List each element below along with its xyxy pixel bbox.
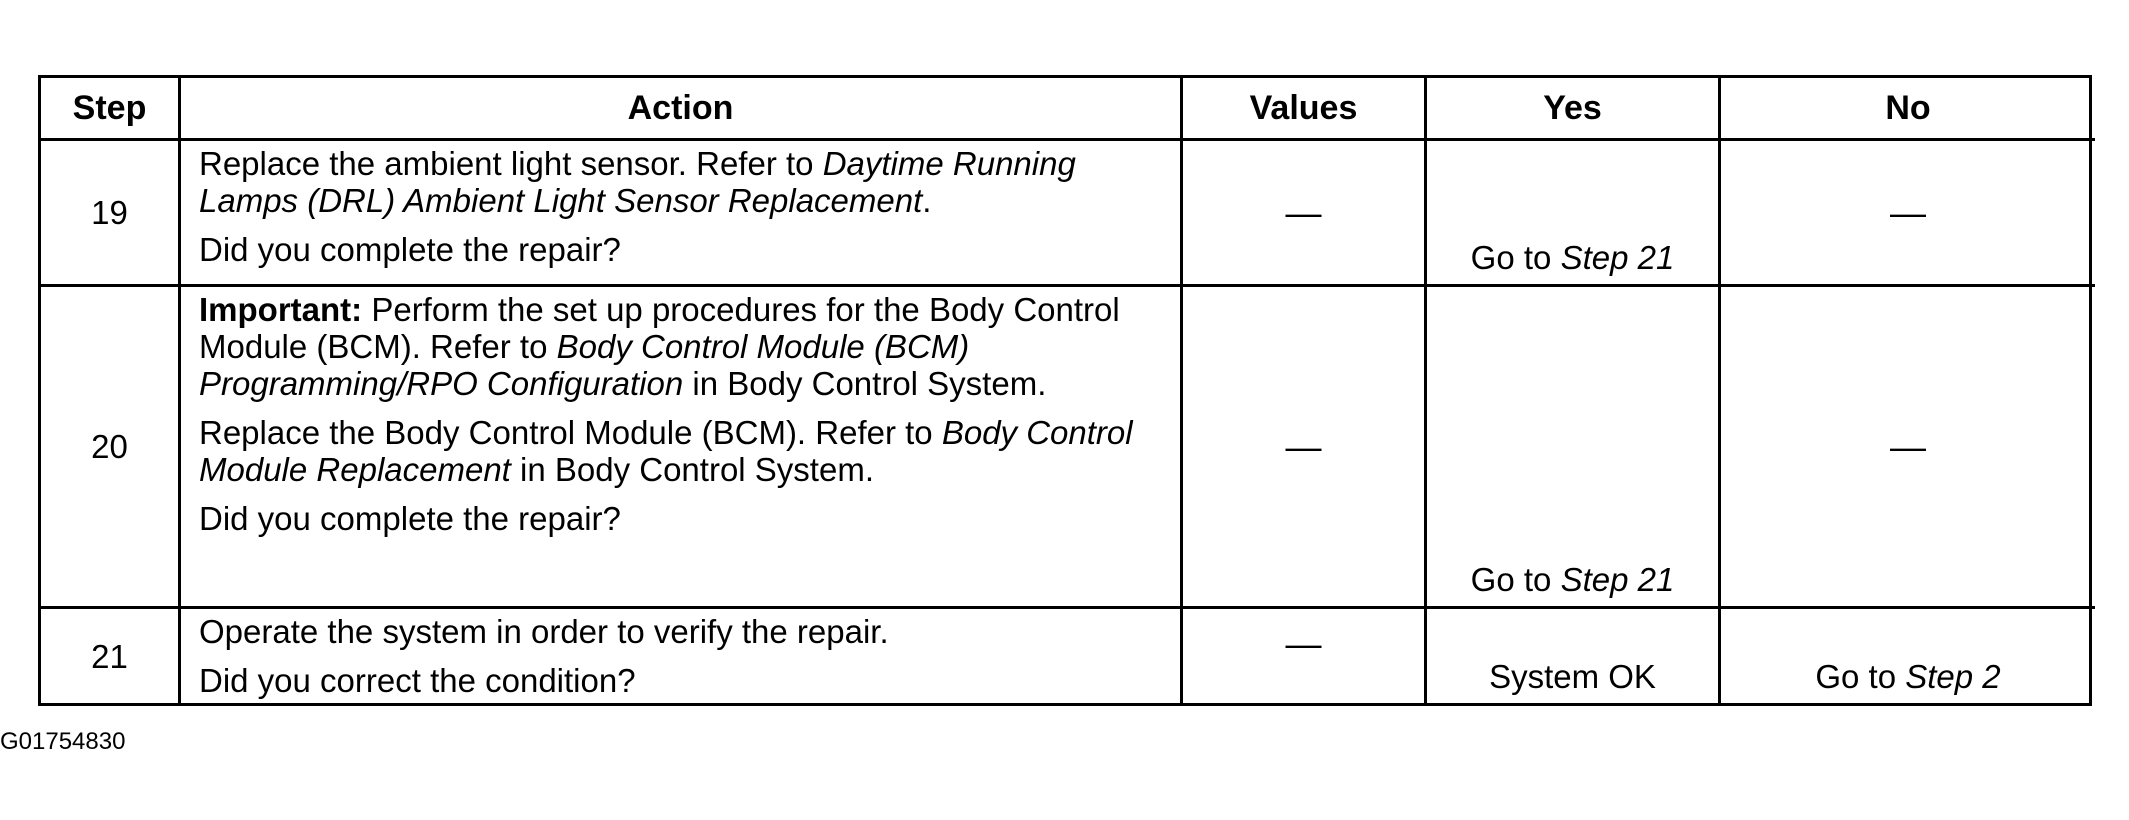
step-number: 19 [41, 141, 181, 287]
header-action: Action [181, 78, 1183, 141]
yes-cell [1427, 141, 1721, 287]
action-question: Did you complete the repair? [199, 500, 621, 537]
diagnostic-table [38, 75, 2092, 706]
action-instruction: Replace the ambient light sensor. Refer to Daytime Running Lamps (DRL) Ambient Light Sensor Replacement. [199, 145, 1076, 219]
header-yes: Yes [1427, 78, 1721, 141]
action-instruction: Operate the system in order to verify the repair. [199, 613, 889, 650]
step-number: 21 [41, 609, 181, 703]
yes-result: System OK [1489, 658, 1656, 695]
header-values: Values [1183, 78, 1427, 141]
action-cell [181, 141, 1183, 287]
no-cell: — [1721, 287, 2095, 609]
action-instruction: Replace the Body Control Module (BCM). Refer to Body Control Module Replacement in Body Control System. [199, 414, 1133, 488]
values-dash: — [1285, 623, 1322, 664]
header-no: No [1721, 78, 2095, 141]
action-question: Did you complete the repair? [199, 231, 621, 268]
header-step: Step [41, 78, 181, 141]
yes-result: Go to Step 21 [1470, 561, 1675, 598]
action-cell [181, 609, 1183, 703]
yes-result: Go to Step 21 [1470, 239, 1675, 276]
figure-id: G01754830 [0, 728, 126, 755]
step-number: 20 [41, 287, 181, 609]
values-cell: — [1183, 141, 1427, 287]
yes-cell [1427, 609, 1721, 703]
values-cell [1183, 609, 1427, 703]
no-cell: — [1721, 141, 2095, 287]
no-cell [1721, 609, 2095, 703]
values-cell: — [1183, 287, 1427, 609]
yes-cell [1427, 287, 1721, 609]
action-important-note: Important: Perform the set up procedures for the Body Control Module (BCM). Refer to Body Control Module (BCM) Programming/RPO Configuration in Body Control System. [199, 291, 1120, 402]
action-cell [181, 287, 1183, 609]
action-question: Did you correct the condition? [199, 662, 636, 699]
no-result: Go to Step 2 [1815, 658, 2001, 695]
